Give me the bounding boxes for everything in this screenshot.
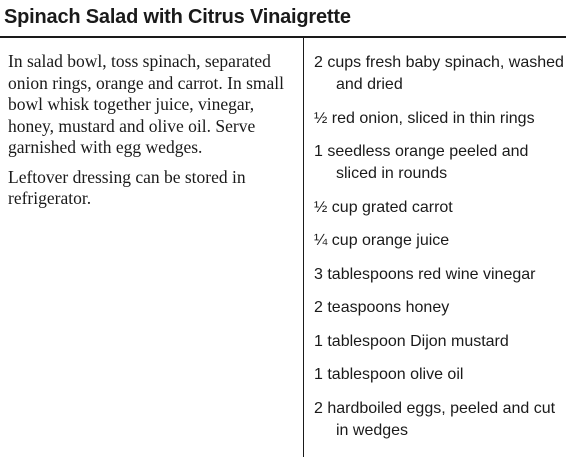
ingredient-item: ½ red onion, sliced in thin rings: [314, 109, 535, 127]
recipe-title: Spinach Salad with Citrus Vinaigrette: [4, 6, 351, 28]
title-rule: [0, 36, 566, 38]
ingredient-item: 2 cups fresh baby spinach, washed and dried: [314, 54, 564, 93]
directions-paragraph: In salad bowl, toss spinach, separated onion rings, orange and carrot. In small bowl whisk together juice, vinegar, honey, mustard and olive oil. Serve garnished with egg wedges.: [8, 51, 285, 157]
ingredient-item: 1 tablespoon Dijon mustard: [314, 332, 509, 350]
directions-column: [8, 51, 298, 218]
column-divider: [303, 38, 304, 457]
ingredient-item: ¼ cup orange juice: [314, 232, 450, 249]
ingredient-item: 3 tablespoons red wine vinegar: [314, 265, 536, 283]
ingredient-item: 2 teaspoons honey: [314, 299, 450, 316]
ingredients-list: [314, 52, 564, 453]
ingredient-item: 2 hardboiled eggs, peeled and cut in wedges: [314, 399, 556, 439]
ingredient-item: 1 tablespoon olive oil: [314, 366, 464, 383]
storage-note: Leftover dressing can be stored in refrigerator.: [8, 166, 246, 208]
ingredient-item: 1 seedless orange peeled and sliced in rounds: [314, 143, 529, 182]
ingredient-item: ½ cup grated carrot: [314, 198, 453, 216]
